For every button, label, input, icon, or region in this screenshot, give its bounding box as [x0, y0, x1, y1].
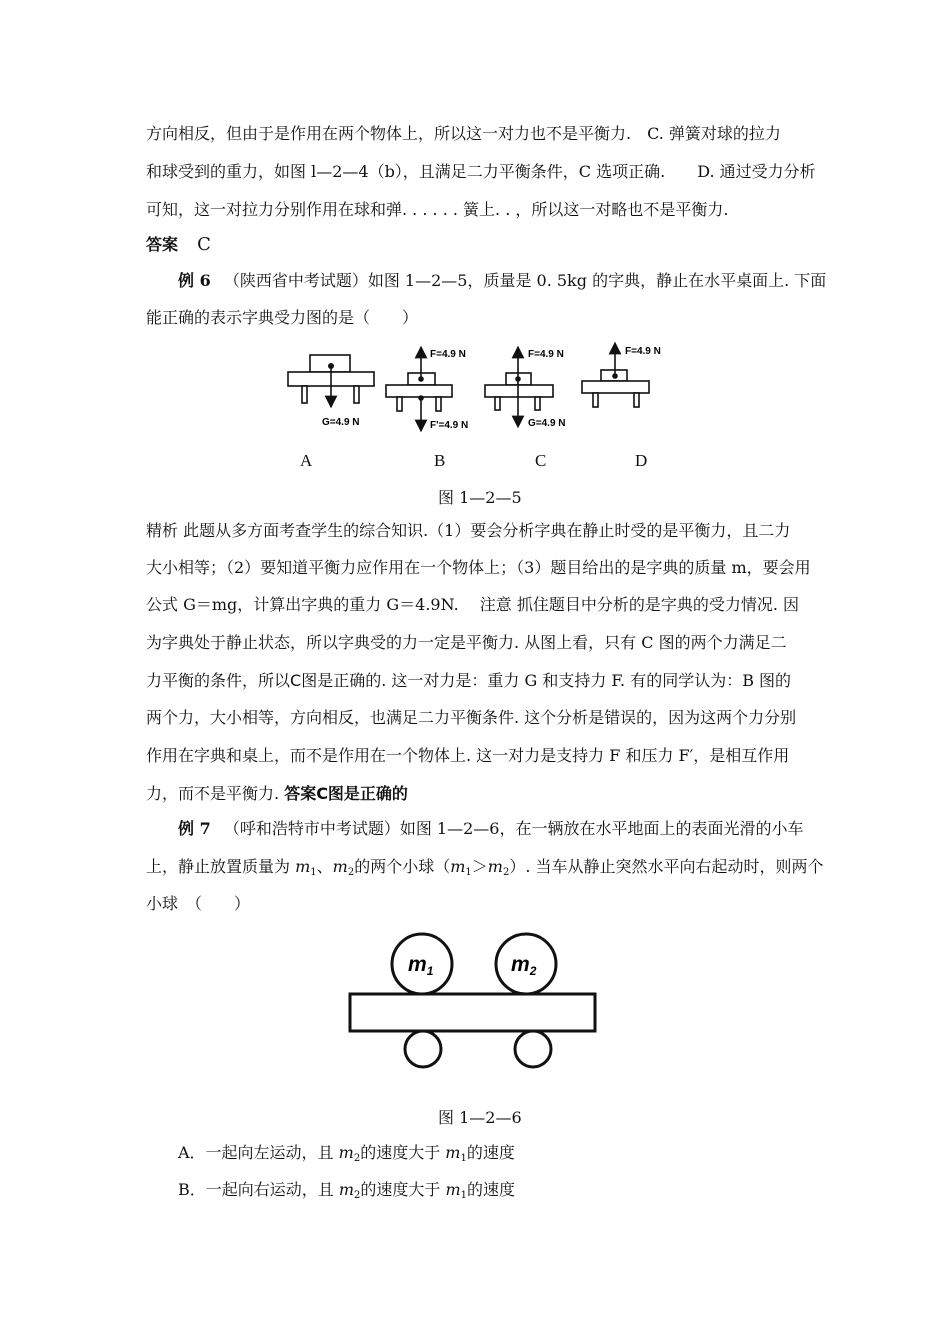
choice-text: 的速度大于	[360, 1180, 446, 1199]
diagram-option-a	[288, 355, 374, 403]
ball-m1-label: m1	[408, 953, 434, 978]
paragraph-line: 可知，这一对拉力分别作用在球和弹. . . . . . 簧上. . ，所以这一对略也不是平衡力.	[146, 200, 729, 219]
analysis-line: 为字典处于静止状态，所以字典受的力一定是平衡力. 从图上看，只有 C 图的两个力满足二	[146, 633, 787, 652]
analysis-text: . 这一对力是：重力 G 和支持力 F. 有的同学认为：B 图的	[381, 671, 792, 690]
example-6-line	[178, 270, 827, 292]
diagram-option-c	[485, 352, 553, 422]
choice-text: 的速度	[466, 1143, 515, 1162]
diagram-option-b	[386, 352, 452, 426]
wheel-right	[515, 1031, 551, 1067]
analysis-answer: 答案C图是正确的	[284, 784, 408, 803]
figure-1-2-5	[280, 340, 680, 440]
analysis-line: 精析 此题从多方面考查学生的综合知识.（1）要会分析字典在静止时受的是平衡力，且二力	[146, 521, 791, 540]
option-label-d: D	[635, 451, 648, 470]
answer-value: C	[197, 234, 211, 255]
figure-caption: 图 1—2—5	[438, 488, 522, 507]
example-7-text: 上，静止放置质量为	[146, 857, 296, 876]
example-7-line: 上，静止放置质量为 $m_1$、$m_2$的两个小球$(m_1>m_2)$. 当车从静止突然水平向右起动时，则两个	[146, 857, 824, 878]
cart-body	[350, 994, 595, 1031]
ball-m2-label: m2	[511, 953, 537, 978]
example-6-line: 能正确的表示字典受力图的是（ ）	[146, 308, 419, 327]
analysis-line: 作用在字典和桌上，而不是作用在一个物体上. 这一对力是支持力 F 和压力 F′，是相互作用	[146, 746, 790, 765]
answer-line	[146, 234, 816, 256]
analysis-line	[146, 783, 816, 805]
choice-a: A．一起向左运动，且 $m_2$的速度大于 $m_1$的速度	[178, 1143, 515, 1164]
example-6-text: （陕西省中考试题）如图 1—2—5，质量是 0. 5kg 的字典，静止在水平桌面上. 下面	[223, 271, 827, 290]
option-label-c: C	[535, 451, 547, 470]
example-7-line: 小球 （ ）	[146, 894, 251, 913]
choice-text: B．一起向右运动，且	[178, 1180, 339, 1199]
choice-text: 的速度大于	[360, 1143, 446, 1162]
answer-label: 答案	[146, 235, 179, 254]
force-label-f: F=4.9 N	[528, 349, 564, 360]
paragraph-line: 和球受到的重力，如图 l—2—4（b），且满足二力平衡条件，C 选项正确. D. 通过受力分析	[146, 162, 816, 181]
analysis-line: 两个力，大小相等，方向相反，也满足二力平衡条件. 这个分析是错误的，因为这两个力分别	[146, 708, 797, 727]
choice-b: B．一起向右运动，且 $m_2$的速度大于 $m_1$的速度	[178, 1180, 516, 1201]
force-label-f: F=4.9 N	[430, 349, 466, 360]
example-7-text: 的两个小球（	[354, 857, 451, 876]
figure-caption: 图 1—2—6	[438, 1108, 522, 1127]
paragraph-line: 方向相反，但由于是作用在两个物体上，所以这一对力也不是平衡力. C. 弹簧对球的拉力	[146, 124, 781, 143]
example-6-label: 例 6	[178, 271, 211, 290]
force-label-f: F=4.9 N	[625, 346, 661, 357]
choice-text: A．一起向左运动，且	[178, 1143, 339, 1162]
choice-text: 的速度	[467, 1180, 516, 1199]
analysis-line	[146, 670, 816, 692]
force-label-g: G=4.9 N	[322, 417, 360, 428]
example-7-text: ）. 当车从静止突然水平向右起动时，则两个	[509, 857, 824, 876]
analysis-line: 大小相等；（2）要知道平衡力应作用在一个物体上；（3）题目给出的是字典的质量 m，要会用	[146, 558, 811, 577]
wheel-left	[405, 1031, 441, 1067]
analysis-highlight: 所以C图是正确的	[258, 671, 382, 690]
force-label-f-prime: F'=4.9 N	[430, 420, 469, 431]
example-7-text: （呼和浩特市中考试题）如图 1—2—6，在一辆放在水平地面上的表面光滑的小车	[223, 819, 804, 838]
analysis-text: 力，而不是平衡力.	[146, 784, 280, 803]
example-7-line	[178, 818, 818, 840]
figure-1-2-6	[340, 930, 610, 1080]
option-label-a: A	[300, 451, 313, 470]
example-7-label: 例 7	[178, 819, 211, 838]
analysis-text: 力平衡的条件，	[146, 671, 259, 690]
force-label-g: G=4.9 N	[528, 418, 566, 429]
option-label-b: B	[434, 451, 446, 470]
analysis-line: 公式 G＝mg，计算出字典的重力 G＝4.9N. 注意 抓住题目中分析的是字典的受力情况. 因	[146, 595, 800, 614]
